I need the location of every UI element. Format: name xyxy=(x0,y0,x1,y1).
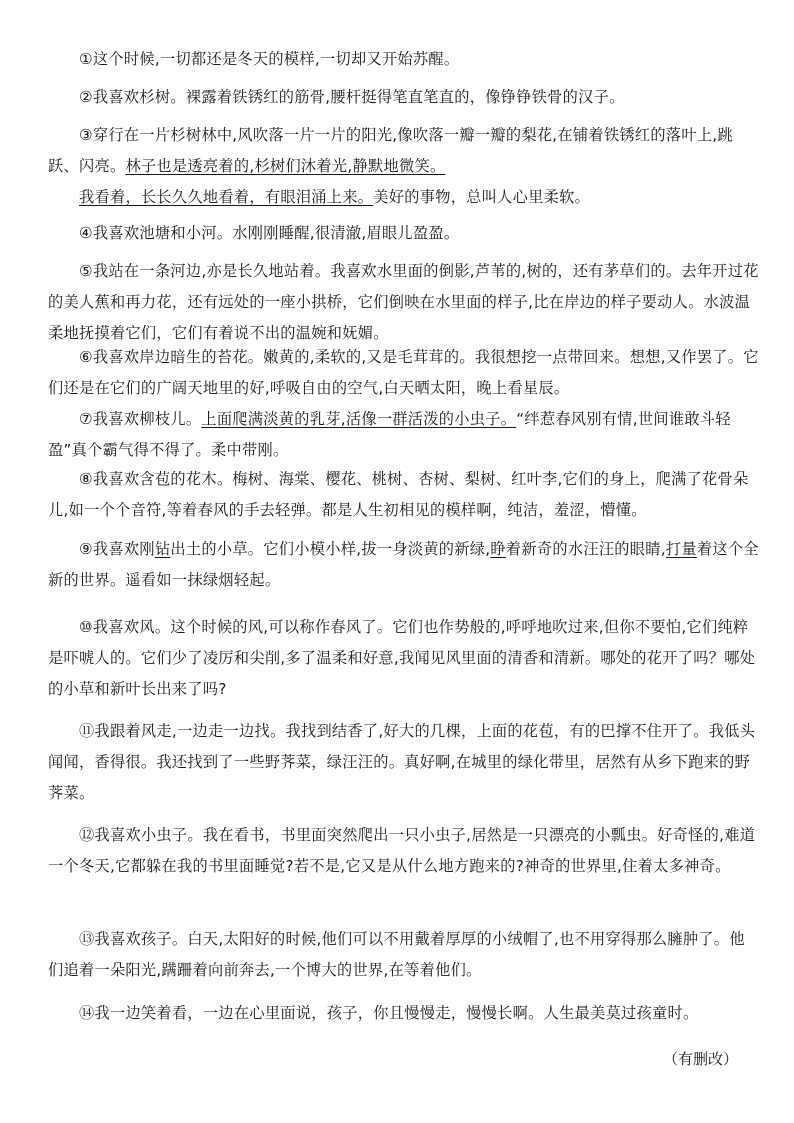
paragraph-text: ④我喜欢池塘和小河。水刚刚睡醒,很清澈,眉眼儿盈盈。 xyxy=(79,224,460,242)
paragraph-text: ③穿行在一片杉树林中,风吹落一片一片的阳光,像吹落一瓣一瓣的梨花,在铺着铁锈红的落叶上,跳跃、闪亮。 xyxy=(48,126,733,175)
paragraph-text: 美好的事物，总叫人心里柔软。 xyxy=(373,188,591,206)
paragraph-text: ⑭我一边笑着看，一边在心里面说，孩子，你且慢慢走，慢慢长啊。人生最美莫过孩童时。 xyxy=(79,1004,699,1022)
paragraph-1 xyxy=(48,44,760,75)
paragraph-8 xyxy=(48,404,760,466)
paragraph-text: 出土的小草。它们小模小样,拔一身淡黄的新绿, xyxy=(170,540,491,558)
paragraph-text: “绊惹春风别有情,世间谁敢斗轻盈”真个霸气得不得了。柔中带刚。 xyxy=(48,410,731,459)
paragraph-3 xyxy=(48,120,760,182)
paragraph-text: ⑪我跟着风走,一边走一边找。我找到结香了,好大的几棵，上面的花苞，有的巴撑不住开了。我低头闻闻，香得很。我还找到了一些野荠菜，绿汪汪的。真好啊,在城里的绿化带里，居然有从乡下跑来的野荠菜。 xyxy=(48,722,756,802)
underlined-text: 钻 xyxy=(154,540,171,558)
paragraph-text: 着新奇的水汪汪的眼睛, xyxy=(505,540,666,558)
paragraph-4 xyxy=(48,182,760,213)
paragraph-14 xyxy=(48,924,760,986)
source-note: （有删改） xyxy=(662,1050,738,1068)
paragraph-15 xyxy=(48,998,760,1029)
underlined-text: 上面爬满淡黄的乳芽,活像一群活泼的小虫子。 xyxy=(201,410,517,428)
paragraph-12 xyxy=(48,716,760,809)
paragraph-6 xyxy=(48,256,760,349)
paragraph-text: ①这个时候,一切都还是冬天的模样,一切却又开始苏醒。 xyxy=(79,50,460,68)
paragraph-text: ⑦我喜欢柳枝儿。 xyxy=(79,410,202,428)
underlined-text: 睁 xyxy=(490,540,506,558)
paragraph-text: ⑤我站在一条河边,亦是长久地站着。我喜欢水里面的倒影,芦苇的,树的，还有茅草们的。去年开过花的美人蕉和再力花，还有远处的一座小拱桥，它们倒映在水里面的样子,比在岸边的样子要动人。水波温柔地抚摸着它们，它们有着说不出的温婉和妩媚。 xyxy=(48,262,759,342)
paragraph-text: ⑬我喜欢孩子。白天,太阳好的时候,他们可以不用戴着厚厚的小绒帽了,也不用穿得那么臃肿了。他们追着一朵阳光,蹒跚着向前奔去,一个博大的世界,在等着他们。 xyxy=(48,930,745,979)
paragraph-5 xyxy=(48,218,760,249)
paragraph-10 xyxy=(48,534,760,596)
paragraph-text: ⑧我喜欢含苞的花木。梅树、海棠、樱花、桃树、杏树、梨树、红叶李,它们的身上，爬满了花骨朵儿,如一个个音符,等着春风的手去轻弹。都是人生初相见的模样啊，纯洁，羞涩，懵懂。 xyxy=(48,470,749,519)
paragraph-text: 着这个全新的世界。遥看如一抹绿烟轻起。 xyxy=(48,540,759,589)
paragraph-11 xyxy=(48,612,760,705)
paragraph-text: ⑩我喜欢风。这个时候的风,可以称作春风了。它们也作势般的,呼呼地吹过来,但你不要怕,它们纯粹是吓唬人的。它们少了凌厉和尖削,多了温柔和好意,我闻见风里面的清香和清新。哪处的花开了吗？哪处的小草和新叶长出来了吗? xyxy=(48,618,756,698)
paragraph-text: ⑫我喜欢小虫子。我在看书，书里面突然爬出一只小虫子,居然是一只漂亮的小瓢虫。好奇怪的,难道一个冬天,它都躲在我的书里面睡觉?若不是,它又是从什么地方跑来的?神奇的世界里,住着太多神奇。 xyxy=(48,826,756,875)
paragraph-2 xyxy=(48,82,760,113)
underlined-text: 我看着，长长久久地看着，有眼泪涌上来。 xyxy=(79,188,374,206)
paragraph-text: ②我喜欢杉树。裸露着铁锈红的筋骨,腰杆挺得笔直笔直的，像铮铮铁骨的汉子。 xyxy=(79,88,625,106)
paragraph-9 xyxy=(48,464,760,526)
underlined-text: 打量 xyxy=(665,540,697,558)
underlined-text: 林子也是透亮着的,杉树们沐着光,静默地微笑。 xyxy=(125,157,446,175)
paragraph-13 xyxy=(48,820,760,882)
paragraph-text: ⑥我喜欢岸边暗生的苔花。嫩黄的,柔软的,又是毛茸茸的。我很想挖一点带回来。想想,又作罢了。它们还是在它们的广阔天地里的好,呼吸自由的空气,白天晒太阳，晚上看星辰。 xyxy=(48,348,759,397)
paragraph-text: ⑨我喜欢刚 xyxy=(79,540,155,558)
paragraph-7 xyxy=(48,342,760,404)
